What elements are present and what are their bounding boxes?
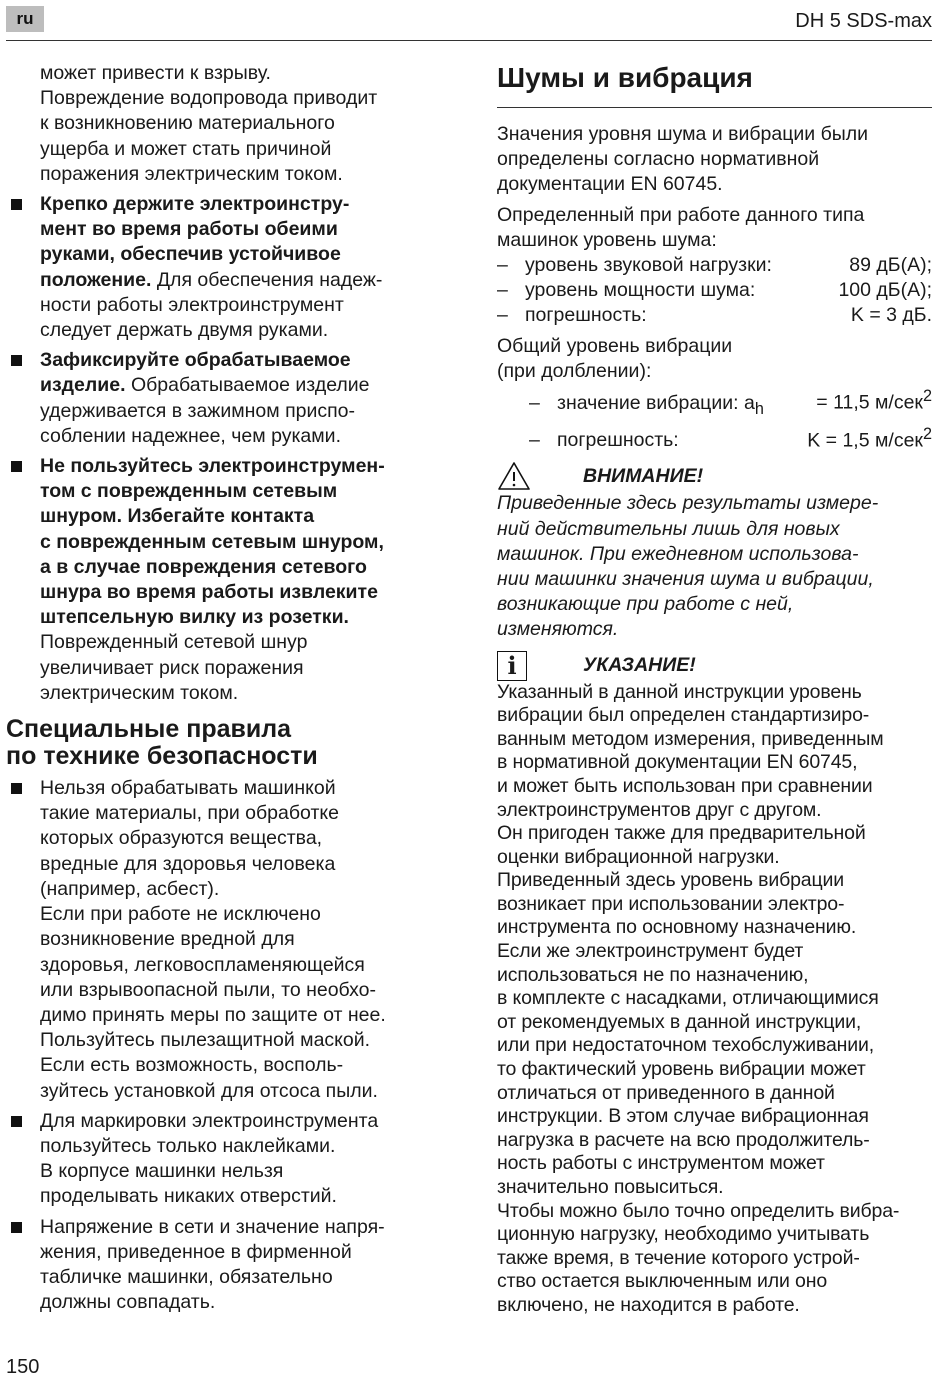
text-line: (при долблении):	[497, 359, 652, 382]
text-line: ности работы электроинструмент	[40, 293, 344, 316]
text-line: ционную нагрузку, необходимо учитывать	[497, 1223, 870, 1246]
bullet-square-icon	[11, 199, 22, 210]
text-line: Если есть возможность, восполь-	[40, 1054, 344, 1077]
text-line: или взрывоопасной пыли, то необхо-	[40, 978, 376, 1001]
vibration-label	[557, 428, 807, 453]
text-line: электроинструментов друг с другом.	[497, 798, 822, 821]
warning-title: ВНИМАНИЕ!	[583, 464, 704, 487]
header-rule	[6, 40, 932, 41]
page-number: 150	[6, 1356, 40, 1378]
bold-fragment: изделие.	[40, 374, 126, 397]
text-line: В корпусе машинки нельзя	[40, 1160, 284, 1183]
warning-text	[497, 491, 932, 642]
bullet-square-icon	[11, 783, 22, 794]
text-line: пользуйтесь только наклейками.	[40, 1134, 336, 1157]
vibration-row	[529, 422, 932, 454]
text-line: возникает при использовании электро-	[497, 892, 845, 915]
text-line: шнуром. Избегайте контакта	[40, 505, 315, 528]
dash-marker: –	[529, 391, 540, 414]
note-header	[497, 651, 932, 681]
text-line: документации EN 60745.	[497, 173, 723, 196]
bullet-square-icon	[11, 1222, 22, 1233]
special-bullet-voltage	[6, 1215, 446, 1316]
text-line: увеличивает риск поражения	[40, 656, 304, 679]
text-line: жения, приведенное в фирменной	[40, 1240, 352, 1263]
paragraph-noise-level	[497, 203, 932, 253]
noise-row	[497, 278, 932, 303]
paragraph-vibration	[497, 334, 932, 384]
noise-label: уровень мощности шума:	[525, 279, 756, 302]
bullet-square-icon	[11, 461, 22, 472]
vibration-value	[807, 422, 932, 454]
text-line: Пользуйтесь пылезащитной маской.	[40, 1029, 371, 1052]
text-line: ство остается выключенным или оно	[497, 1270, 828, 1293]
text-line: инструмента по основному назначению.	[497, 916, 857, 939]
bold-fragment: положение.	[40, 268, 152, 291]
text-line: оценки вибрационной нагрузки.	[497, 845, 780, 868]
text-line: зуйтесь установкой для отсоса пыли.	[40, 1079, 378, 1102]
text-line: также время, в течение которого устрой-	[497, 1246, 860, 1269]
noise-row	[497, 303, 932, 328]
text-line: с поврежденным сетевым шнуром,	[40, 530, 384, 553]
text-line: Не пользуйтесь электроинструмен-	[40, 455, 385, 478]
text-line	[40, 373, 446, 398]
noise-value: 100 дБ(A);	[838, 279, 932, 302]
label-text: значение вибрации: a	[557, 391, 755, 414]
text-line: табличке машинки, обязательно	[40, 1265, 333, 1288]
text-line: значительно повыситься.	[497, 1176, 724, 1199]
text-line: ущерба и может стать причиной	[40, 137, 332, 160]
bullet-square-icon	[11, 1116, 22, 1127]
section-title-special-rules	[6, 716, 446, 770]
text-line: изменяются.	[497, 618, 619, 641]
left-column	[6, 61, 446, 1315]
text-line: ний действительны лишь для новых	[497, 517, 840, 540]
text-line: Он пригоден также для предварительной	[497, 822, 866, 845]
text-line: мент во время работы обеими	[40, 218, 338, 241]
note-title: УКАЗАНИЕ!	[583, 653, 696, 676]
info-icon-box: i	[497, 651, 527, 681]
safety-bullet-grip	[6, 192, 446, 343]
text-line: может привести к взрыву.	[40, 62, 271, 84]
text-line: к возникновению материального	[40, 112, 335, 135]
language-badge: ru	[6, 6, 44, 32]
text-line: Приведенный здесь уровень вибрации	[497, 869, 844, 892]
warning-triangle-icon	[497, 461, 531, 491]
text-line: должны совпадать.	[40, 1291, 216, 1314]
vibration-label	[557, 391, 816, 422]
normal-fragment: Для обеспечения надеж-	[151, 268, 383, 291]
text-line: Повреждение водопровода приводит	[40, 87, 378, 110]
text-line: штепсельную вилку из розетки.	[40, 606, 349, 629]
bullet-square-icon	[11, 355, 22, 366]
normal-fragment: Обрабатываемое изделие	[125, 374, 370, 397]
dash-marker: –	[497, 254, 508, 277]
text-line: руками, обеспечив устойчивое	[40, 243, 341, 266]
dash-marker: –	[529, 429, 540, 452]
text-line: следует держать двумя руками.	[40, 319, 329, 342]
text-line: ность работы с инструментом может	[497, 1152, 825, 1175]
text-line: электрическим током.	[40, 681, 239, 704]
vibration-row	[529, 384, 932, 422]
text-line: вибрации был определен стандартизиро-	[497, 704, 870, 727]
text-line: то фактический уровень вибрации может	[497, 1058, 866, 1081]
text-line: машинок уровень шума:	[497, 228, 717, 251]
dash-marker: –	[497, 279, 508, 302]
text-line: или при недостаточном техобслуживании,	[497, 1034, 875, 1057]
text-line: здоровья, легковоспламеняющейся	[40, 953, 365, 976]
text-line: Указанный в данной инструкции уровень	[497, 680, 862, 703]
text-line: димо принять меры по защите от нее.	[40, 1003, 386, 1026]
text-line: отличаться от приведенного в данной	[497, 1081, 835, 1104]
superscript: 2	[922, 424, 932, 443]
label-text: погрешность:	[557, 429, 679, 452]
text-line: Чтобы можно было точно определить вибра-	[497, 1199, 900, 1222]
text-line: Поврежденный сетевой шнур	[40, 631, 308, 654]
text-line: Зафиксируйте обрабатываемое	[40, 349, 351, 372]
text-line: возникающие при работе с ней,	[497, 593, 794, 616]
noise-label: уровень звуковой нагрузки:	[525, 254, 772, 277]
text-line: Крепко держите электроинстру-	[40, 193, 350, 216]
text-line: машинок. При ежедневном использова-	[497, 542, 859, 565]
noise-label: погрешность:	[525, 304, 647, 327]
special-bullet-materials	[6, 776, 446, 1104]
info-icon	[497, 651, 531, 681]
text-line: нагрузка в расчете на всю продолжитель-	[497, 1128, 870, 1151]
text-line: Если при работе не исключено	[40, 903, 321, 926]
text-line: такие материалы, при обработке	[40, 802, 339, 825]
text-line: том с поврежденным сетевым	[40, 480, 338, 503]
text-line: нии машинки значения шума и вибрации,	[497, 567, 874, 590]
value-text: K = 1,5 м/сек	[807, 429, 923, 452]
warning-header	[497, 461, 932, 491]
text-line: соблении надежнее, чем руками.	[40, 424, 341, 447]
text-line: вредные для здоровья человека	[40, 852, 336, 875]
text-line: а в случае повреждения сетевого	[40, 555, 367, 578]
text-line: (например, асбест).	[40, 877, 220, 900]
text-line: возникновение вредной для	[40, 928, 295, 951]
text-line: шнура во время работы извлеките	[40, 581, 378, 604]
text-line: от рекомендуемых в данной инструкции,	[497, 1010, 862, 1033]
text-line: удерживается в зажимном приспо-	[40, 399, 356, 422]
vibration-values-list	[497, 384, 932, 453]
text-line: Если же электроинструмент будет	[497, 940, 804, 963]
vibration-value	[816, 384, 932, 416]
dash-marker: –	[497, 304, 508, 327]
special-bullet-marking	[6, 1109, 446, 1210]
noise-row	[497, 253, 932, 278]
text-line: инструкции. В этом случае вибрационная	[497, 1105, 869, 1128]
text-line: ванным методом измерения, приведенным	[497, 727, 884, 750]
noise-value: K = 3 дБ.	[850, 304, 932, 327]
text-line: которых образуются вещества,	[40, 827, 323, 850]
safety-bullet-workpiece	[6, 348, 446, 449]
text-line: Значения уровня шума и вибрации были	[497, 123, 869, 145]
right-column	[497, 61, 932, 1318]
text-line: Общий уровень вибрации	[497, 334, 733, 357]
text-line: в нормативной документации EN 60745,	[497, 751, 858, 774]
value-text: = 11,5 м/сек	[816, 391, 923, 414]
text-line: Напряжение в сети и значение напря-	[40, 1215, 385, 1238]
safety-bullet-cord	[6, 454, 446, 706]
intro-paragraph	[6, 61, 446, 187]
text-line: Для маркировки электроинструмента	[40, 1109, 379, 1132]
text-line: определены согласно нормативной	[497, 148, 820, 171]
text-line: поражения электрическим током.	[40, 162, 343, 185]
section-title-noise-vibration: Шумы и вибрация	[497, 61, 932, 108]
text-line: Приведенные здесь результаты измере-	[497, 492, 879, 515]
superscript: 2	[922, 387, 932, 406]
note-text	[497, 681, 932, 1318]
text-line: и может быть использован при сравнении	[497, 774, 873, 797]
subscript: h	[754, 399, 764, 418]
noise-value: 89 дБ(A);	[849, 254, 932, 277]
text-line: проделывать никаких отверстий.	[40, 1185, 337, 1208]
heading-line: по технике безопасности	[6, 742, 318, 771]
text-line: использоваться не по назначению,	[497, 963, 809, 986]
text-line: в комплекте с насадками, отличающимися	[497, 987, 879, 1010]
text-line: Нельзя обрабатывать машинкой	[40, 777, 336, 800]
heading-line: Специальные правила	[6, 715, 292, 744]
model-name: DH 5 SDS-max	[795, 10, 932, 32]
text-line: Определенный при работе данного типа	[497, 203, 865, 226]
text-line	[40, 268, 446, 293]
text-line: включено, не находится в работе.	[497, 1293, 800, 1316]
paragraph-standards	[497, 122, 932, 198]
noise-values-list	[497, 253, 932, 329]
